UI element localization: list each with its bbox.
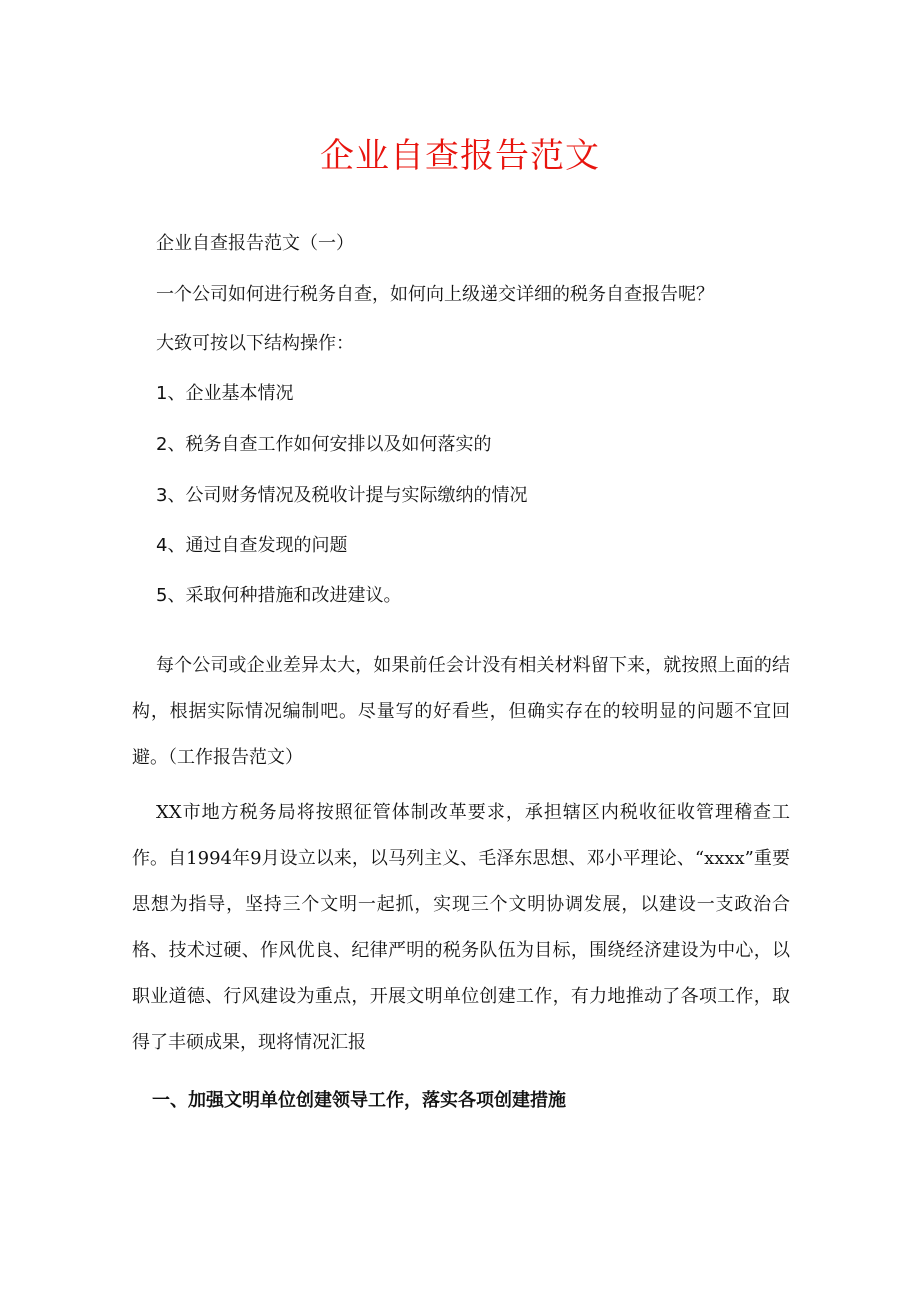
body-paragraph-1: 每个公司或企业差异太大，如果前任会计没有相关材料留下来，就按照上面的结构，根据实际情况编制吧。尽量写的好看些，但确实存在的较明显的问题不宜回避。（工作报告范文） — [132, 655, 790, 768]
list-item-number: 5 — [156, 585, 168, 606]
section-heading: 一、加强文明单位创建领导工作，落实各项创建措施 — [152, 1090, 566, 1111]
list-item — [156, 432, 491, 458]
list-item-text: 、企业基本情况 — [167, 383, 294, 404]
list-item-text: 、税务自查工作如何安排以及如何落实的 — [167, 434, 492, 455]
list-item — [156, 533, 347, 559]
list-item-text: 、通过自查发现的问题 — [167, 535, 348, 556]
document-title: 企业自查报告范文 — [320, 136, 600, 176]
intro-text: 大致可按以下结构操作： — [156, 333, 354, 354]
list-item-number: 3 — [156, 485, 168, 506]
list-item-text: 、采取何种措施和改进建议。 — [167, 585, 402, 606]
list-item-number: 1 — [156, 383, 168, 404]
list-item — [156, 483, 527, 509]
list-item — [156, 381, 293, 407]
list-item — [156, 583, 401, 609]
body-paragraph-2: XX市地方税务局将按照征管体制改革要求，承担辖区内税收征收管理稽查工作。自1994年9月设立以来，以马列主义、毛泽东思想、邓小平理论、“xxxx”重要思想为指导，坚持三个文明一起抓，实现三个文明协调发展，以建设一支政治合格、技术过硬、作风优良、纪律严明的税务队伍为目标，围绕经济建设为中心，以职业道德、行风建设为重点，开展文明单位创建工作，有力地推动了各项工作，取得了丰硕成果，现将情况汇报 — [132, 802, 790, 1053]
question-text: 一个公司如何进行税务自查，如何向上级递交详细的税务自查报告呢？ — [156, 284, 714, 305]
list-item-text: 、公司财务情况及税收计提与实际缴纳的情况 — [167, 485, 528, 506]
list-item-number: 4 — [156, 535, 168, 556]
subtitle: 企业自查报告范文（一） — [156, 233, 354, 254]
list-item-number: 2 — [156, 434, 168, 455]
